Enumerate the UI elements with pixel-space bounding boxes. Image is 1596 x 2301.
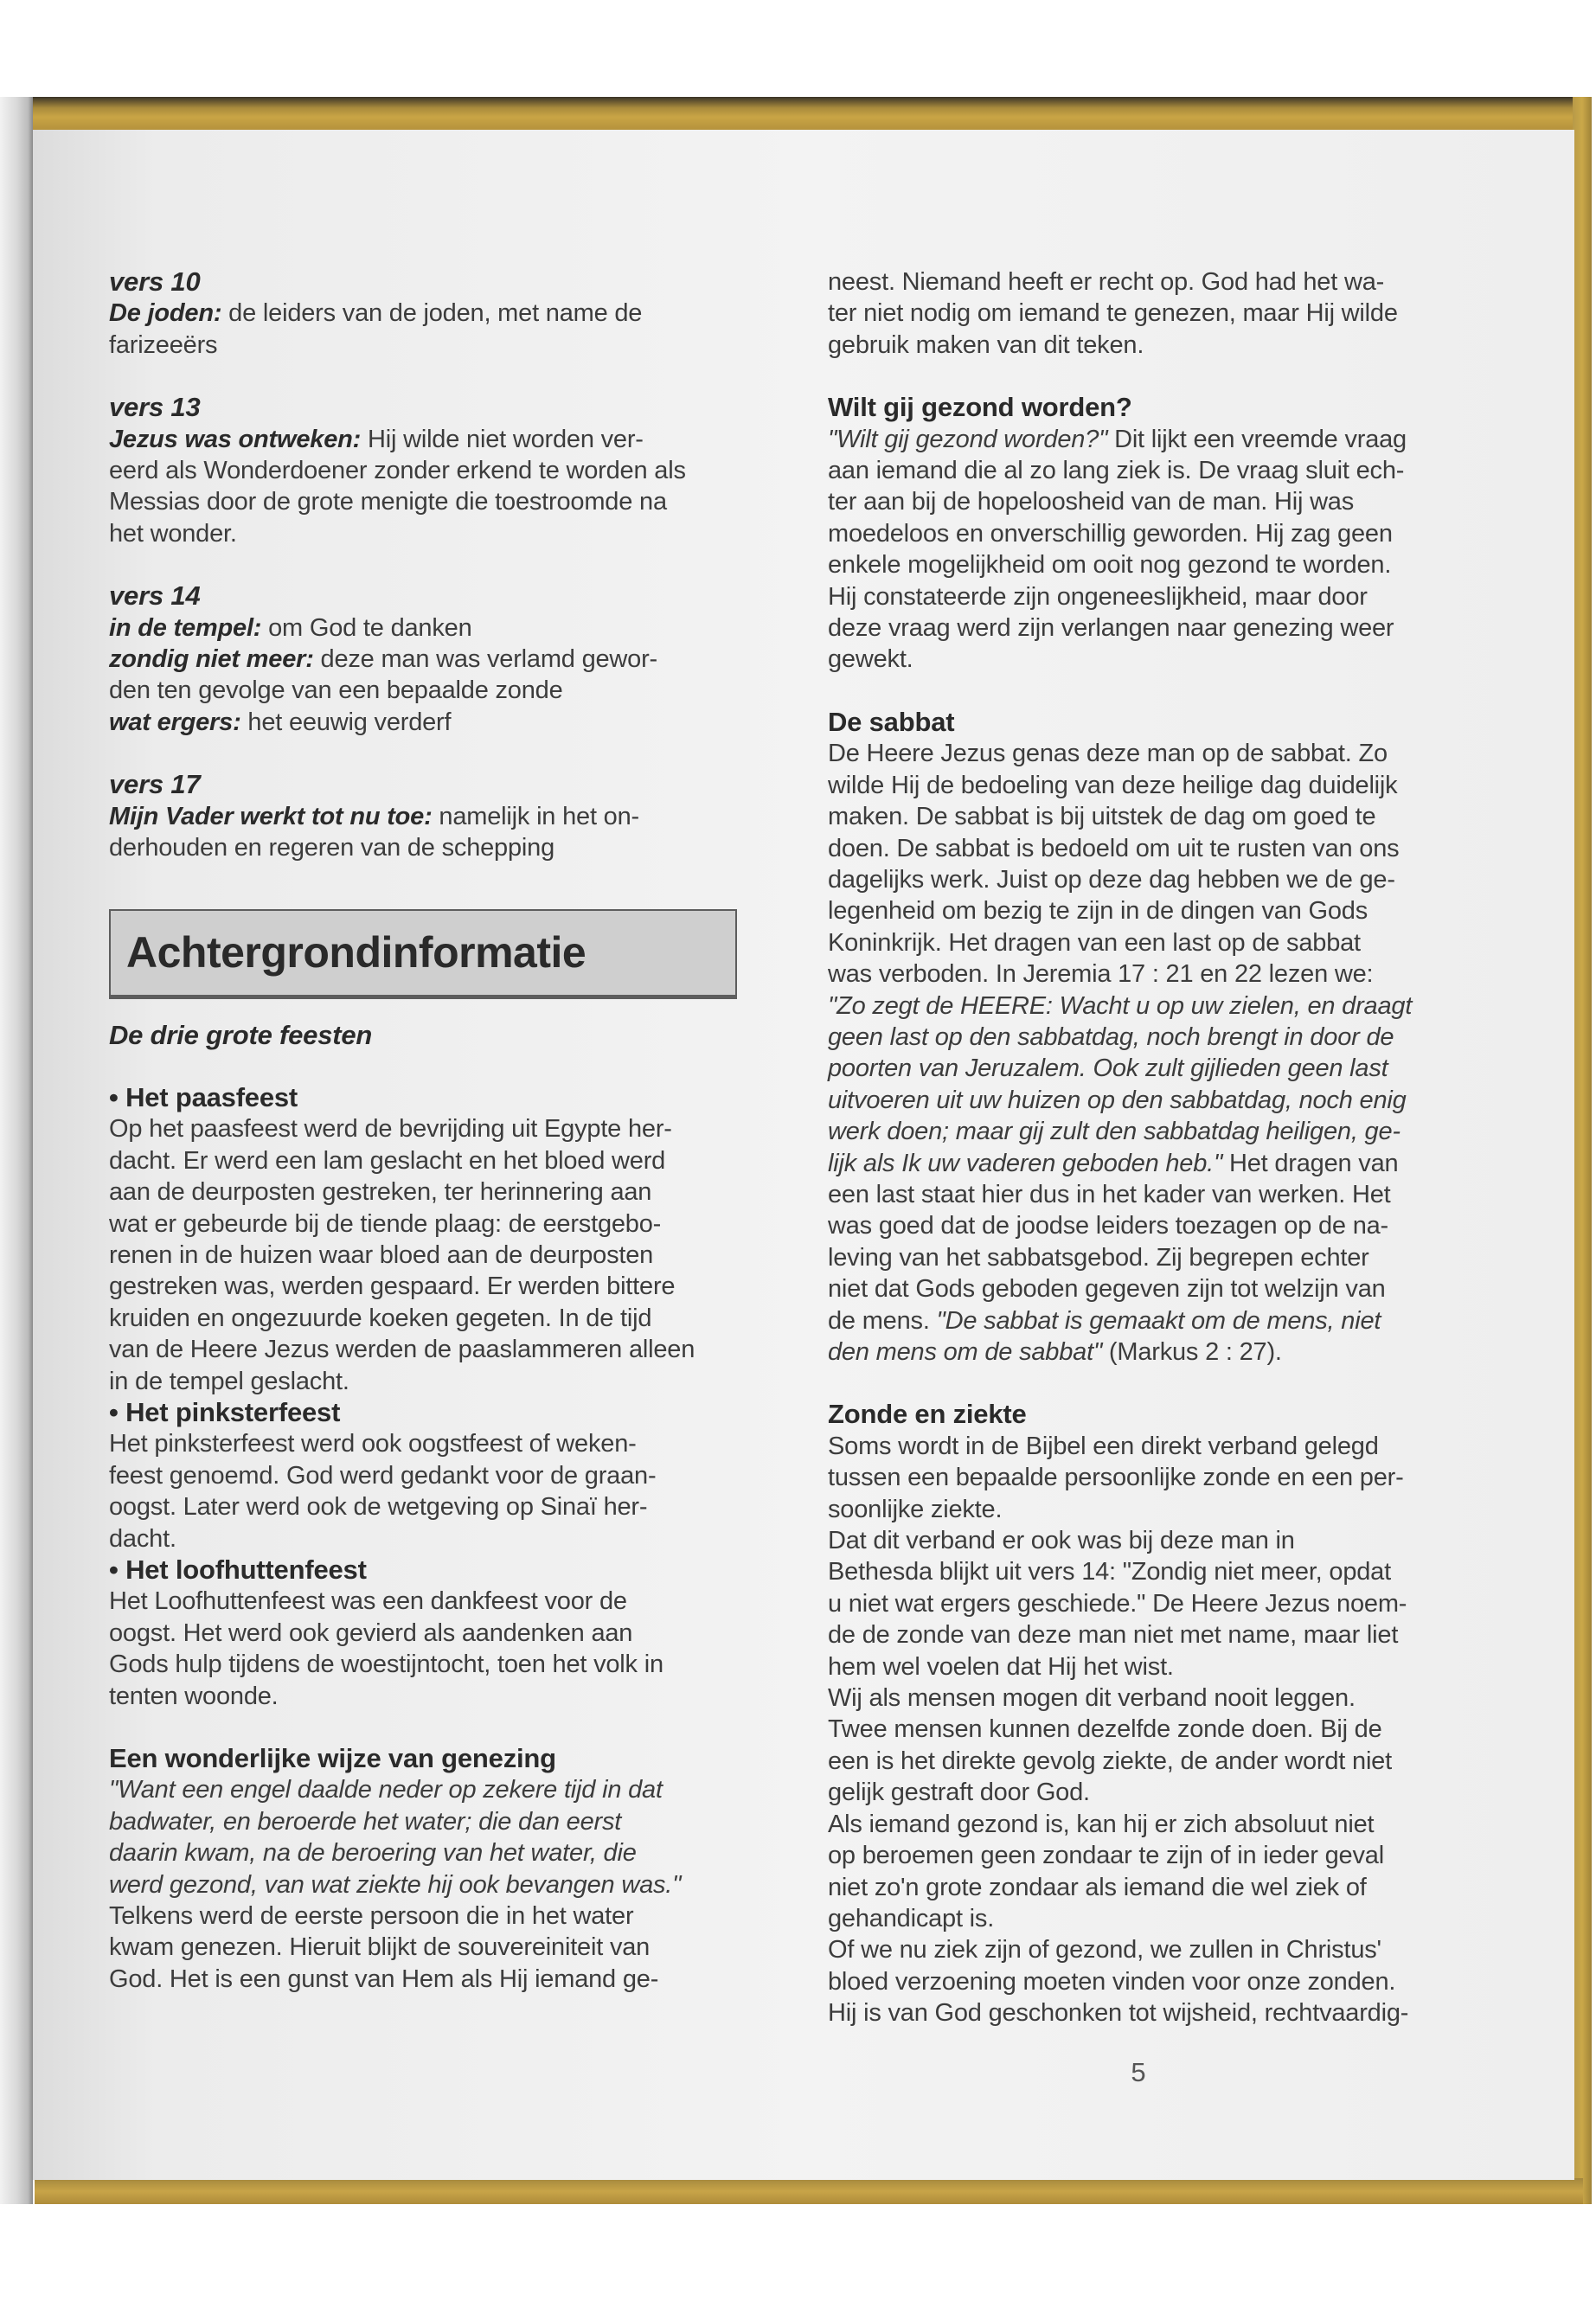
text-line: Als iemand gezond is, kan hij er zich absoluut niet bbox=[828, 1810, 1375, 1838]
section-heading: Een wonderlijke wijze van genezing bbox=[109, 1743, 556, 1774]
genezing-text bbox=[109, 1900, 746, 1995]
text-line: badwater, en beroerde het water; die dan eerst bbox=[109, 1807, 622, 1836]
text-line: God. Het is een gunst van Hem als Hij iemand ge- bbox=[109, 1965, 659, 1993]
term: zondig niet meer: bbox=[109, 645, 314, 674]
text-line: soonlijke ziekte. bbox=[828, 1495, 1003, 1523]
feast-heading: • Het loofhuttenfeest bbox=[109, 1554, 367, 1585]
text-line: Het Loofhuttenfeest was een dankfeest voor de bbox=[109, 1587, 627, 1616]
text-line: Twee mensen kunnen dezelfde zonde doen. Bij de bbox=[828, 1715, 1382, 1744]
text-line: bloed verzoening moeten vinden voor onze zonden. bbox=[828, 1967, 1396, 1996]
text-line: aan iemand die al zo lang ziek is. De vraag sluit ech- bbox=[828, 457, 1405, 485]
text-line: werd gezond, van wat ziekte hij ook bevangen was." bbox=[109, 1870, 682, 1899]
text-line: deze man was verlamd gewor- bbox=[313, 645, 658, 674]
text-line: oogst. Later werd ook de wetgeving op Sinaï her- bbox=[109, 1493, 648, 1522]
text-line: tussen een bepaalde persoonlijke zonde en een per- bbox=[828, 1464, 1404, 1492]
term: wat ergers: bbox=[109, 708, 241, 736]
quote: "Wilt gij gezond worden?" bbox=[828, 425, 1108, 453]
page-number: 5 bbox=[1131, 2057, 1146, 2087]
quote: "De sabbat is gemaakt om de mens, niet bbox=[936, 1306, 1381, 1335]
section-heading: De drie grote feesten bbox=[109, 1019, 373, 1050]
text-line: maken. De sabbat is bij uitstek de dag om goed te bbox=[828, 803, 1376, 831]
paragraph bbox=[109, 801, 746, 832]
text-line: Op het paasfeest werd de bevrijding uit Egypte her- bbox=[109, 1115, 672, 1144]
text-line: was goed dat de joodse leiders toezagen op de na- bbox=[828, 1212, 1389, 1240]
text-line: dacht. Er werd een lam geslacht en het bloed werd bbox=[109, 1146, 666, 1175]
text-line: eerd als Wonderdoener zonder erkend te worden als bbox=[109, 457, 686, 485]
pinksterfeest-text bbox=[109, 1428, 746, 1554]
text-line: Hij wilde niet worden ver- bbox=[361, 425, 644, 453]
vers-heading: vers 17 bbox=[109, 769, 201, 800]
text-line: enkele mogelijkheid om ooit nog gezond te worden. bbox=[828, 551, 1392, 580]
text-line: niet zo'n grote zondaar als iemand die wel ziek of bbox=[828, 1873, 1367, 1901]
text-line: een last staat hier dus in het kader van werken. Het bbox=[828, 1180, 1391, 1208]
text-line: feest genoemd. God werd gedankt voor de graan- bbox=[109, 1461, 657, 1490]
text-line: dacht. bbox=[109, 1524, 176, 1553]
term: Mijn Vader werkt tot nu toe: bbox=[109, 802, 433, 830]
text-line: wat er gebeurde bij de tiende plaag: de eerstgebo- bbox=[109, 1209, 662, 1238]
text-line: de leiders van de joden, met name de bbox=[221, 299, 643, 328]
term: De joden: bbox=[109, 299, 222, 328]
text-line: van de Heere Jezus werden de paaslammeren alleen bbox=[109, 1336, 695, 1364]
text-line: den ten gevolge van een bepaalde zonde bbox=[109, 676, 563, 705]
feast-heading: • Het paasfeest bbox=[109, 1081, 298, 1112]
text-line: (Markus 2 : 27). bbox=[1102, 1338, 1282, 1366]
text-line: gebruik maken van dit teken. bbox=[828, 330, 1144, 359]
book-spine-shadow bbox=[0, 97, 33, 2204]
text-line: de de zonde van deze man niet met name, maar liet bbox=[828, 1621, 1399, 1650]
sabbat-text-a bbox=[828, 738, 1464, 990]
text-line: wilde Hij de bedoeling van deze heilige dag duidelijk bbox=[828, 771, 1398, 799]
paragraph bbox=[828, 1305, 1464, 1336]
feast-heading: • Het pinksterfeest bbox=[109, 1396, 341, 1427]
text-line: werk doen; maar gij zult den sabbatdag heiligen, ge- bbox=[828, 1118, 1401, 1146]
text-line: leving van het sabbatsgebod. Zij begrepen echter bbox=[828, 1243, 1369, 1272]
text-line: oogst. Het werd ook gevierd als aandenken aan bbox=[109, 1618, 633, 1647]
text-line: neest. Niemand heeft er recht op. God had het wa- bbox=[828, 268, 1385, 296]
text-line: Hij is van God geschonken tot wijsheid, rechtvaardig- bbox=[828, 1999, 1409, 2028]
text-line: gewekt. bbox=[828, 645, 913, 674]
text-line: ter aan bij de hopeloosheid van de man. Hij was bbox=[828, 488, 1355, 516]
text-line: legenheid om bezig te zijn in de dingen van Gods bbox=[828, 897, 1368, 926]
text-line: uitvoeren uit uw huizen op den sabbatdag, noch enig bbox=[828, 1086, 1407, 1114]
text-line: Het pinksterfeest werd ook oogstfeest of weken- bbox=[109, 1430, 637, 1458]
book-cover-bottom-edge bbox=[35, 2178, 1583, 2204]
term: in de tempel: bbox=[109, 613, 262, 642]
text-line: hem wel voelen dat Hij het wist. bbox=[828, 1652, 1174, 1681]
text-line: Dit lijkt een vreemde vraag bbox=[1107, 425, 1407, 453]
section-banner: Achtergrondinformatie bbox=[109, 909, 737, 999]
text-line: Het dragen van bbox=[1222, 1149, 1399, 1177]
text-line: "Want een engel daalde neder op zekere tijd in dat bbox=[109, 1776, 663, 1804]
text-line: moedeloos en onverschillig geworden. Hij zag geen bbox=[828, 519, 1393, 548]
text-line: Soms wordt in de Bijbel een direkt verband gelegd bbox=[828, 1432, 1379, 1460]
paragraph bbox=[109, 424, 746, 455]
text-line: het eeuwig verderf bbox=[240, 708, 452, 736]
text-line: deze vraag werd zijn verlangen naar genezing weer bbox=[828, 614, 1394, 643]
text-line: Wij als mensen mogen dit verband nooit leggen. bbox=[828, 1684, 1356, 1713]
paragraph bbox=[109, 612, 746, 644]
text-line: derhouden en regeren van de schepping bbox=[109, 834, 555, 862]
ziekte-text bbox=[828, 1431, 1464, 2029]
text-line: was verboden. In Jeremia 17 : 21 en 22 lezen we: bbox=[828, 960, 1374, 989]
text-line: Dat dit verband er ook was bij deze man in bbox=[828, 1527, 1295, 1555]
sabbat-text-b bbox=[828, 1179, 1464, 1305]
text-line: op beroemen geen zondaar te zijn of in ieder geval bbox=[828, 1842, 1384, 1870]
text-line: Telkens werd de eerste persoon die in het water bbox=[109, 1902, 634, 1931]
text-line: tenten woonde. bbox=[109, 1682, 279, 1710]
paragraph bbox=[828, 1148, 1464, 1179]
text-line: ter niet nodig om iemand te genezen, maar Hij wilde bbox=[828, 299, 1398, 328]
text-line: gestreken was, werden gespaard. Er werden bittere bbox=[109, 1272, 676, 1301]
text-line: De Heere Jezus genas deze man op de sabbat. Zo bbox=[828, 740, 1388, 768]
text-line: niet dat Gods geboden gegeven zijn tot welzijn van bbox=[828, 1275, 1386, 1304]
text-line: farizeeërs bbox=[109, 330, 218, 359]
text-line: Messias door de grote menigte die toestroomde na bbox=[109, 488, 667, 516]
intro-text bbox=[828, 266, 1464, 361]
text-line: renen in de huizen waar bloed aan de deurposten bbox=[109, 1240, 654, 1269]
text-line: Koninkrijk. Het dragen van een last op de sabbat bbox=[828, 928, 1361, 957]
text-line: dagelijks werk. Juist op deze dag hebben we de ge- bbox=[828, 865, 1395, 894]
paragraph bbox=[109, 298, 746, 329]
text-line: kruiden en ongezuurde koeken gegeten. In de tijd bbox=[109, 1304, 652, 1332]
text-line: Of we nu ziek zijn of gezond, we zullen in Christus' bbox=[828, 1936, 1381, 1965]
text-line: gehandicapt is. bbox=[828, 1904, 995, 1932]
text-line: in de tempel geslacht. bbox=[109, 1367, 349, 1395]
section-heading: Wilt gij gezond worden? bbox=[828, 392, 1132, 423]
paragraph bbox=[828, 1336, 1464, 1368]
term: Jezus was ontweken: bbox=[109, 425, 362, 453]
text-line: Hij constateerde zijn ongeneeslijkheid, maar door bbox=[828, 582, 1368, 611]
vers-heading: vers 14 bbox=[109, 580, 201, 612]
vers-heading: vers 10 bbox=[109, 266, 201, 297]
text-line: doen. De sabbat is bedoeld om uit te rusten van ons bbox=[828, 834, 1400, 862]
right-column bbox=[828, 266, 1464, 2029]
text-line: gelijk gestraft door God. bbox=[828, 1779, 1090, 1807]
text-line: het wonder. bbox=[109, 519, 237, 548]
text-line: daarin kwam, na de beroering van het water, die bbox=[109, 1839, 637, 1868]
book-cover-right-edge bbox=[1573, 97, 1592, 2204]
text-line: namelijk in het on- bbox=[432, 802, 639, 830]
text-line: geen last op den sabbatdag, noch brengt in door de bbox=[828, 1022, 1394, 1051]
book-cover-top-edge bbox=[0, 97, 1592, 133]
quote: lijk als Ik uw vaderen geboden heb." bbox=[828, 1149, 1223, 1177]
section-heading: De sabbat bbox=[828, 706, 955, 737]
paasfeest-text bbox=[109, 1113, 746, 1397]
text-line: de mens. bbox=[828, 1306, 937, 1335]
jeremia-quote bbox=[828, 990, 1464, 1148]
text-line: u niet wat ergers geschiede." De Heere Jezus noem- bbox=[828, 1589, 1407, 1618]
section-heading: Zonde en ziekte bbox=[828, 1399, 1027, 1430]
text-line: poorten van Jeruzalem. Ook zult gijlieden geen last bbox=[828, 1054, 1388, 1083]
vers-heading: vers 13 bbox=[109, 392, 201, 423]
genezing-quote bbox=[109, 1774, 746, 1900]
text-line: Gods hulp tijdens de woestijntocht, toen het volk in bbox=[109, 1650, 663, 1679]
paragraph bbox=[109, 644, 746, 675]
text-line: een is het direkte gevolg ziekte, de ander wordt niet bbox=[828, 1747, 1392, 1775]
quote: den mens om de sabbat" bbox=[828, 1338, 1103, 1366]
left-column bbox=[109, 266, 746, 1995]
paragraph bbox=[109, 707, 746, 738]
text-line: om God te danken bbox=[261, 613, 472, 642]
text-line: "Zo zegt de HEERE: Wacht u op uw zielen, en draagt bbox=[828, 991, 1413, 1020]
text-line: aan de deurposten gestreken, ter herinnering aan bbox=[109, 1178, 652, 1207]
loofhuttenfeest-text bbox=[109, 1586, 746, 1712]
paragraph bbox=[828, 424, 1464, 455]
gezond-text bbox=[828, 455, 1464, 676]
text-line: kwam genezen. Hieruit blijkt de souvereiniteit van bbox=[109, 1933, 651, 1962]
text-line: Bethesda blijkt uit vers 14: "Zondig niet meer, opdat bbox=[828, 1558, 1391, 1586]
